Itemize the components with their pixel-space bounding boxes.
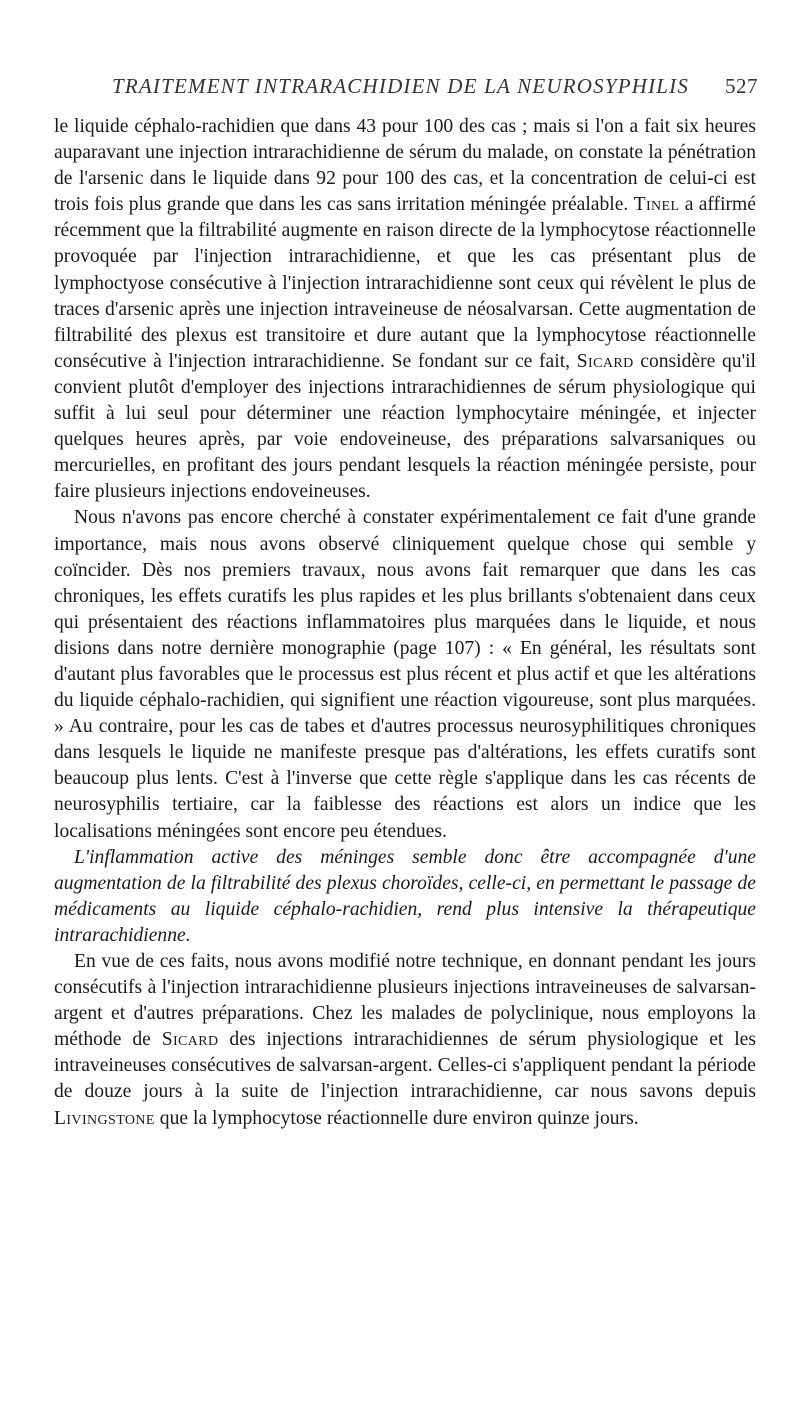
body-text <box>54 114 756 1132</box>
text-run: a affirmé récemment que la filtrabilité augmente en raison directe de la lymphocytose réactionnelle provoquée par l'injection intrarachidienne, et que les cas présentant plus de lymphoctyose consécutive à l'injection intrarachidienne sont ceux qui révèlent le plus de traces d'arsenic après une injection intraveineuse de néosalvarsan. Cette augmentation de filtrabilité des plexus est transitoire et dure autant que la lymphocytose réactionnelle consécutive à l'injection intrarachidienne. Se fondant sur ce fait, <box>54 194 756 372</box>
text-run: que la lymphocytose réactionnelle dure environ quinze jours. <box>154 1107 639 1129</box>
paragraph-1 <box>54 114 756 505</box>
page-number: 527 <box>725 74 758 98</box>
text-run: En vue de ces faits, nous avons modifié notre technique, en donnant pendant les jours consécutifs à l'injection intrarachidienne plusieurs injections intraveineuses de salvarsan-argent et d'autres préparations. Chez les malades de polyclinique, nous employons la méthode de <box>54 951 756 1051</box>
text-run: considère qu'il convient plutôt d'employer des injections intrarachidiennes de sérum physiologique qui suffit à lui seul pour déterminer une réaction lymphocytaire méningée, et injecter quelques heures après, par voie endoveineuse, des préparations salvarsaniques ou mercurielles, en profitant des jours pendant lesquels la réaction méningée persiste, pour faire plusieurs injections endoveineuses. <box>54 350 756 503</box>
running-header <box>112 74 758 99</box>
text-run: le liquide céphalo-rachidien que dans 43 pour 100 des cas ; mais si l'on a fait six heures auparavant une injection intrarachidienne de sérum du malade, on constate la pénétration de l'arsenic dans le liquide dans 92 pour 100 des cas, et la concentration de celui-ci est trois fois plus grande que dans les cas sans irritation méningée préalable. <box>54 116 756 216</box>
text-run: des injections intrarachidiennes de sérum physiologique et les intraveineuses consécutives de salvarsan-argent. Celles-ci s'appliquent pendant la période de douze jours à la suite de l'injection intrarachidienne, car nous savons depuis <box>54 1029 756 1103</box>
author-name: Sicard <box>576 350 634 372</box>
author-name: Livingstone <box>54 1107 155 1129</box>
author-name: Tinel <box>633 194 680 216</box>
paragraph-4 <box>54 949 756 1132</box>
paragraph-2: Nous n'avons pas encore cherché à constater expérimentalement ce fait d'une grande importance, mais nous avons observé cliniquement quelque chose qui semble y coïncider. Dès nos premiers travaux, nous avons fait remarquer que dans les cas chroniques, les effets curatifs les plus rapides et les plus brillants s'obtenaient dans ceux qui présentaient des réactions inflammatoires plus marquées dans le liquide, et nous disions dans notre dernière monographie (page 107) : « En général, les résultats sont d'autant plus favorables que le processus est plus récent et plus actif et que les altérations du liquide céphalo-rachidien, qui signifient une réaction vigoureuse, sont plus marquées. » Au contraire, pour les cas de tabes et d'autres processus neurosyphilitiques chroniques dans lesquels le liquide ne manifeste presque pas d'altérations, les effets curatifs sont beaucoup plus lents. C'est à l'inverse que cette règle s'applique dans les cas récents de neurosyphilis tertiaire, car la faiblesse des réactions est alors un indice que les localisations méningées sont encore peu étendues. <box>54 507 756 842</box>
running-title: TRAITEMENT INTRARACHIDIEN DE LA NEUROSYPHILIS <box>112 74 690 98</box>
author-name: Sicard <box>161 1029 219 1051</box>
paragraph-3: L'inflammation active des méninges semble donc être accompagnée d'une augmentation de la filtrabilité des plexus choroïdes, celle-ci, en permettant le passage de médicaments au liquide céphalo-rachidien, rend plus intensive la thérapeutique intrarachidienne. <box>54 846 756 946</box>
